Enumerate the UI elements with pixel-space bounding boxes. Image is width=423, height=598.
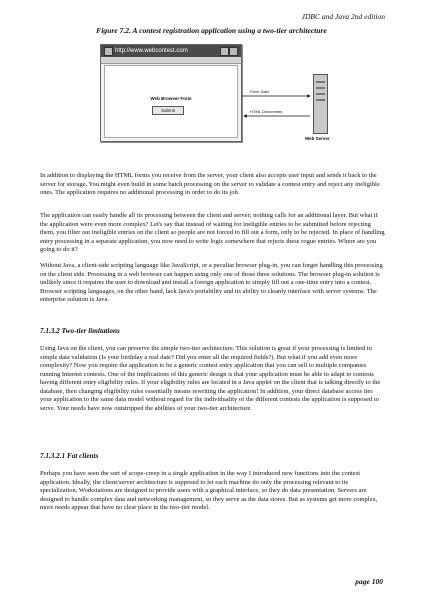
paragraph: The application can easily handle all its processing between the client and server; nothing calls for an additional layer. But what if the application were even more complex? Let's say that instead of waiting for ineligible entries to be submitted before rejecting them, you filter out ineligible entries on the client so people are not forced to fill out a form, only to be rejected. In place of handling entry processing in a separate application, you now need to write logic somewhere that rejects these rogue entries. Where are you going to do it? — [40, 212, 385, 253]
submit-button: Submit — [152, 106, 184, 115]
paragraph: Using Java on the client, you can preserve the simple two-tier architecture. This solution is great if your processing is limited to simple data validation (Is your birthday a real date? Did you enter all the required fields?). But what if you add even more complexity? Now you require the application to be a generic contest entry application that you can sell to multiple companies running Internet contests. One of the implications of this generic design is that your application must be able to adapt to contests having different entry eligibility rules. If your eligibility rules are located in a Java applet on the client that is talking directly to the database, then changing eligibility rules essentially means rewriting the application! In addition, your direct database access ties your application to the same data model without regard for the individuality of the different contests the application is supposed to serve. Your needs have now outstripped the abilities of your two-tier architecture. — [40, 345, 381, 412]
browser-url: http://www.webcontest.com — [115, 48, 188, 54]
paragraph: Perhaps you have seen the sort of scope-creep in a single application in the way I introduced new functions into the contest application. Ideally, the client/server architecture is supposed to let each machine do only the processing relevant to its specialization. Workstations are designed to provide users with a graphical interface, so they do data presentation. Servers are designed to handle complex data and networking management, so they serve as the data stores. But as systems get more complex, more needs appear that have no clear place in the two-tier model. — [40, 470, 378, 511]
server-label: Web Server — [305, 136, 330, 141]
running-header: JDBC and Java 2nd edition — [301, 12, 385, 21]
form-data-label: Form Data — [250, 89, 269, 94]
section-heading: 7.1.3.2.1 Fat clients — [40, 452, 99, 460]
paragraph: Without Java, a client-side scripting language like JavaScript, or a peculiar browser plug-in, you can forget handling this processing on the client side. Processing in a web browser can happen using only one of those three solutions. The browser plug-in solution is unlikely since it requires the user to download and install a foreign application to simply fill out a one-time entry into a contest. Browser scripting languages, on the other hand, lack Java's portability and its ability to cleanly interface with server systems. The enterprise solution is Java. — [40, 262, 383, 303]
figure-caption: Figure 7.2. A contest registration application using a two-tier architecture — [96, 26, 327, 35]
paragraph: In addition to displaying the HTML forms you receive from the server, your client also accepts user input and sends it back to the server for storage. You might even build in some batch processing on the server to validate a contest entry and reject any ineligible ones. The application requires no additional processing in order to do its job. — [40, 172, 380, 196]
two-tier-figure — [100, 44, 340, 162]
data-flow-arrows — [100, 44, 340, 162]
page-number: page 100 — [355, 577, 383, 586]
section-heading: 7.1.3.2 Two-tier limitations — [40, 327, 120, 335]
form-label: Web Browser Form — [150, 96, 192, 101]
html-documents-label: HTML Documents — [250, 109, 283, 114]
server-icon — [313, 74, 328, 134]
